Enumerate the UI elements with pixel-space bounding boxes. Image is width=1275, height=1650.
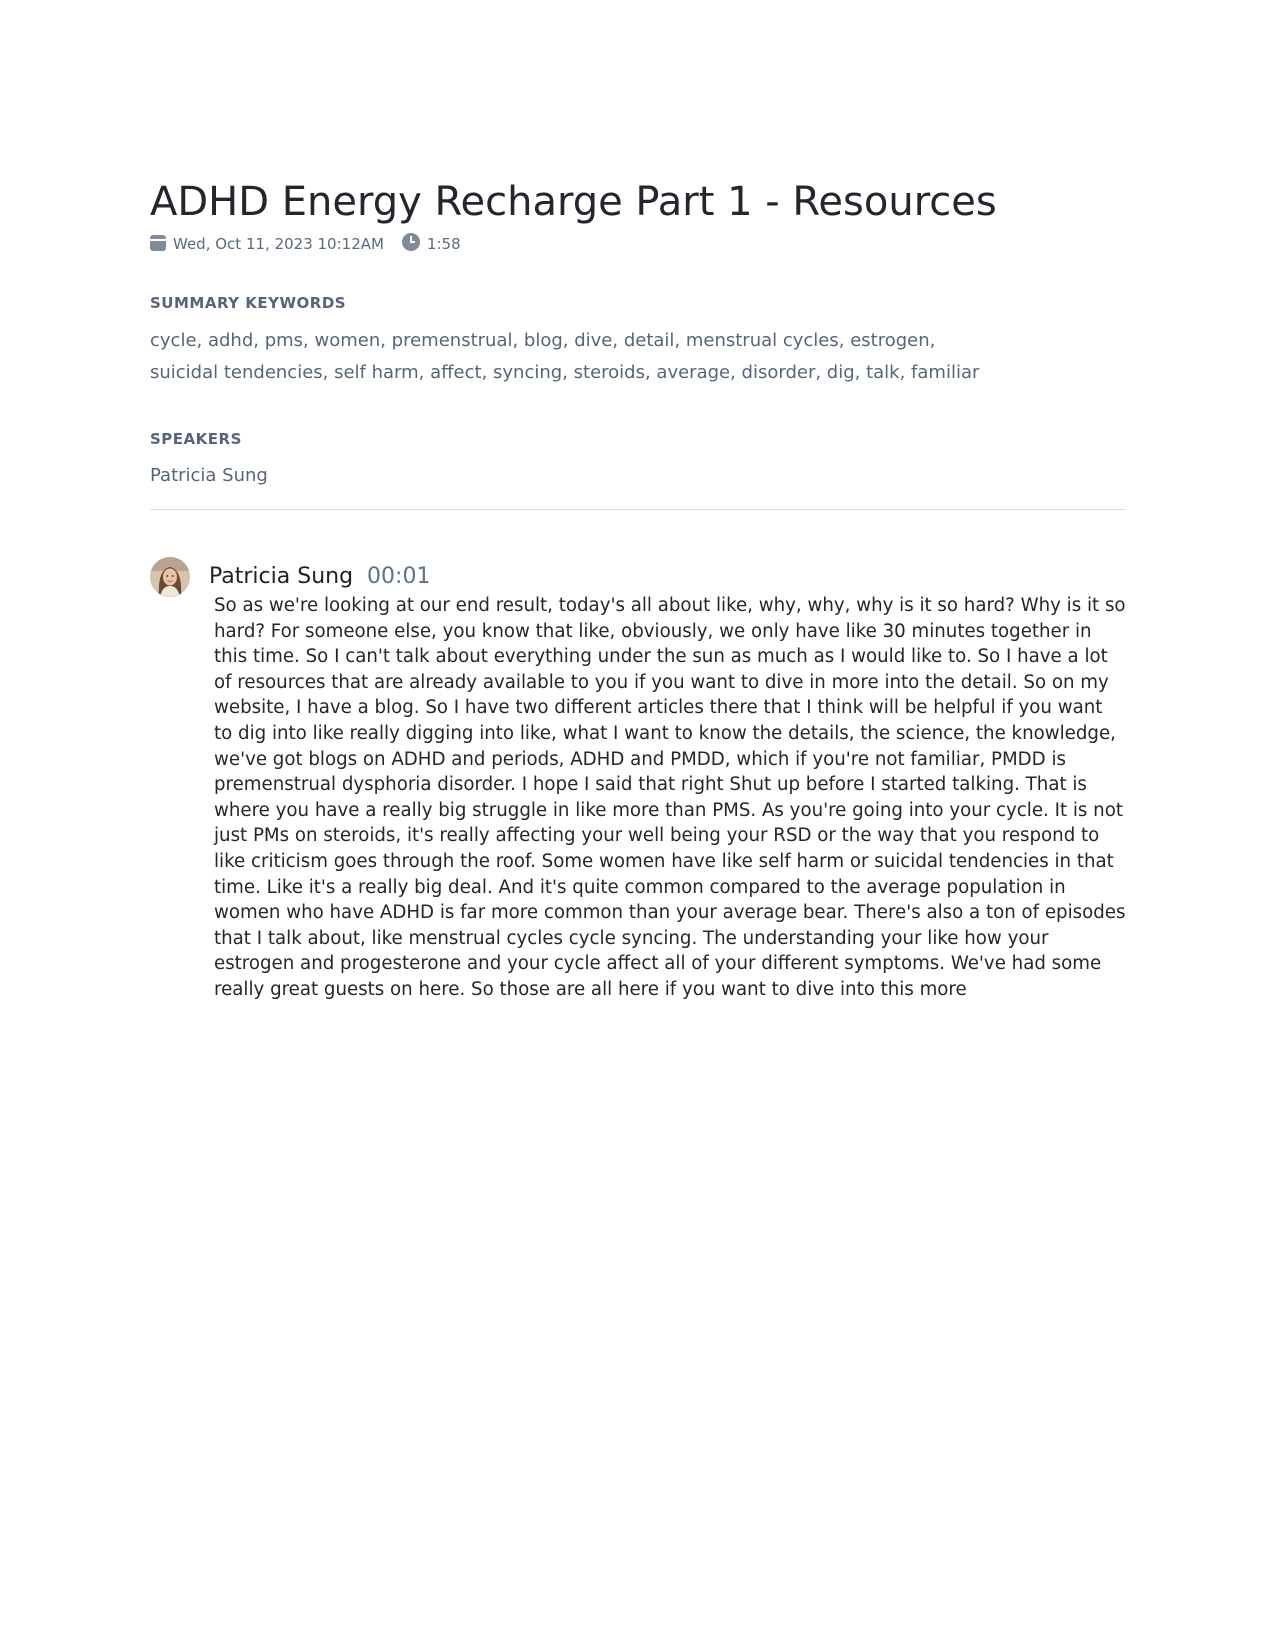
entry-timestamp: 00:01 xyxy=(367,564,431,589)
summary-keywords: cycle, adhd, pms, women, premenstrual, blog, dive, detail, menstrual cycles, estrogen, suicidal tendencies, self harm, affect, syncing, steroids, average, disorder, dig, talk, familiar xyxy=(150,330,980,383)
recording-date: Wed, Oct 11, 2023 10:12AM xyxy=(173,235,384,253)
entry-text: So as we're looking at our end result, today's all about like, why, why, why is it so hard? Why is it so hard? For someone else, you know that like, obviously, we only have like 30 minutes together in this time. So I can't talk about everything under the sun as much as I would like to. So I have a lot of resources that are already available to you if you want to dive in more into the detail. So on my website, I have a blog. So I have two different articles there that I think will be helpful if you want to dig into like really digging into like, what I want to know the details, the science, the knowledge, we've got blogs on ADHD and periods, ADHD and PMDD, which if you're not familiar, PMDD is premenstrual dysphoria disorder. I hope I said that right Shut up before I started talking. That is where you have a really big struggle in like more than PMS. As you're going into your cycle. It is not just PMs on steroids, it's really affecting your well being your RSD or the way that you respond to like criticism goes through the roof. Some women have like self harm or suicidal tendencies in that time. Like it's a really big deal. And it's quite common compared to the average population in women who have ADHD is far more common than your average bear. There's also a ton of episodes that I talk about, like menstrual cycles cycle syncing. The understanding your like how your estrogen and progesterone and your cycle affect all of your different symptoms. We've had some really great guests on here. So those are all here if you want to dive into this more xyxy=(214,595,1126,1000)
page-title: ADHD Energy Recharge Part 1 - Resources xyxy=(150,179,997,225)
speakers-label: SPEAKERS xyxy=(150,430,242,448)
speaker-list: Patricia Sung xyxy=(150,465,268,486)
summary-keywords-label: SUMMARY KEYWORDS xyxy=(150,294,347,312)
meta-row xyxy=(150,234,1126,254)
clock-icon xyxy=(402,233,420,251)
recording-duration: 1:58 xyxy=(426,235,461,253)
entry-header xyxy=(209,558,1126,596)
divider xyxy=(150,509,1126,510)
avatar xyxy=(150,557,190,597)
transcript-entry xyxy=(150,558,1126,1003)
entry-speaker-name: Patricia Sung xyxy=(209,564,354,589)
calendar-icon xyxy=(150,235,166,251)
transcript-page xyxy=(150,178,1126,1003)
